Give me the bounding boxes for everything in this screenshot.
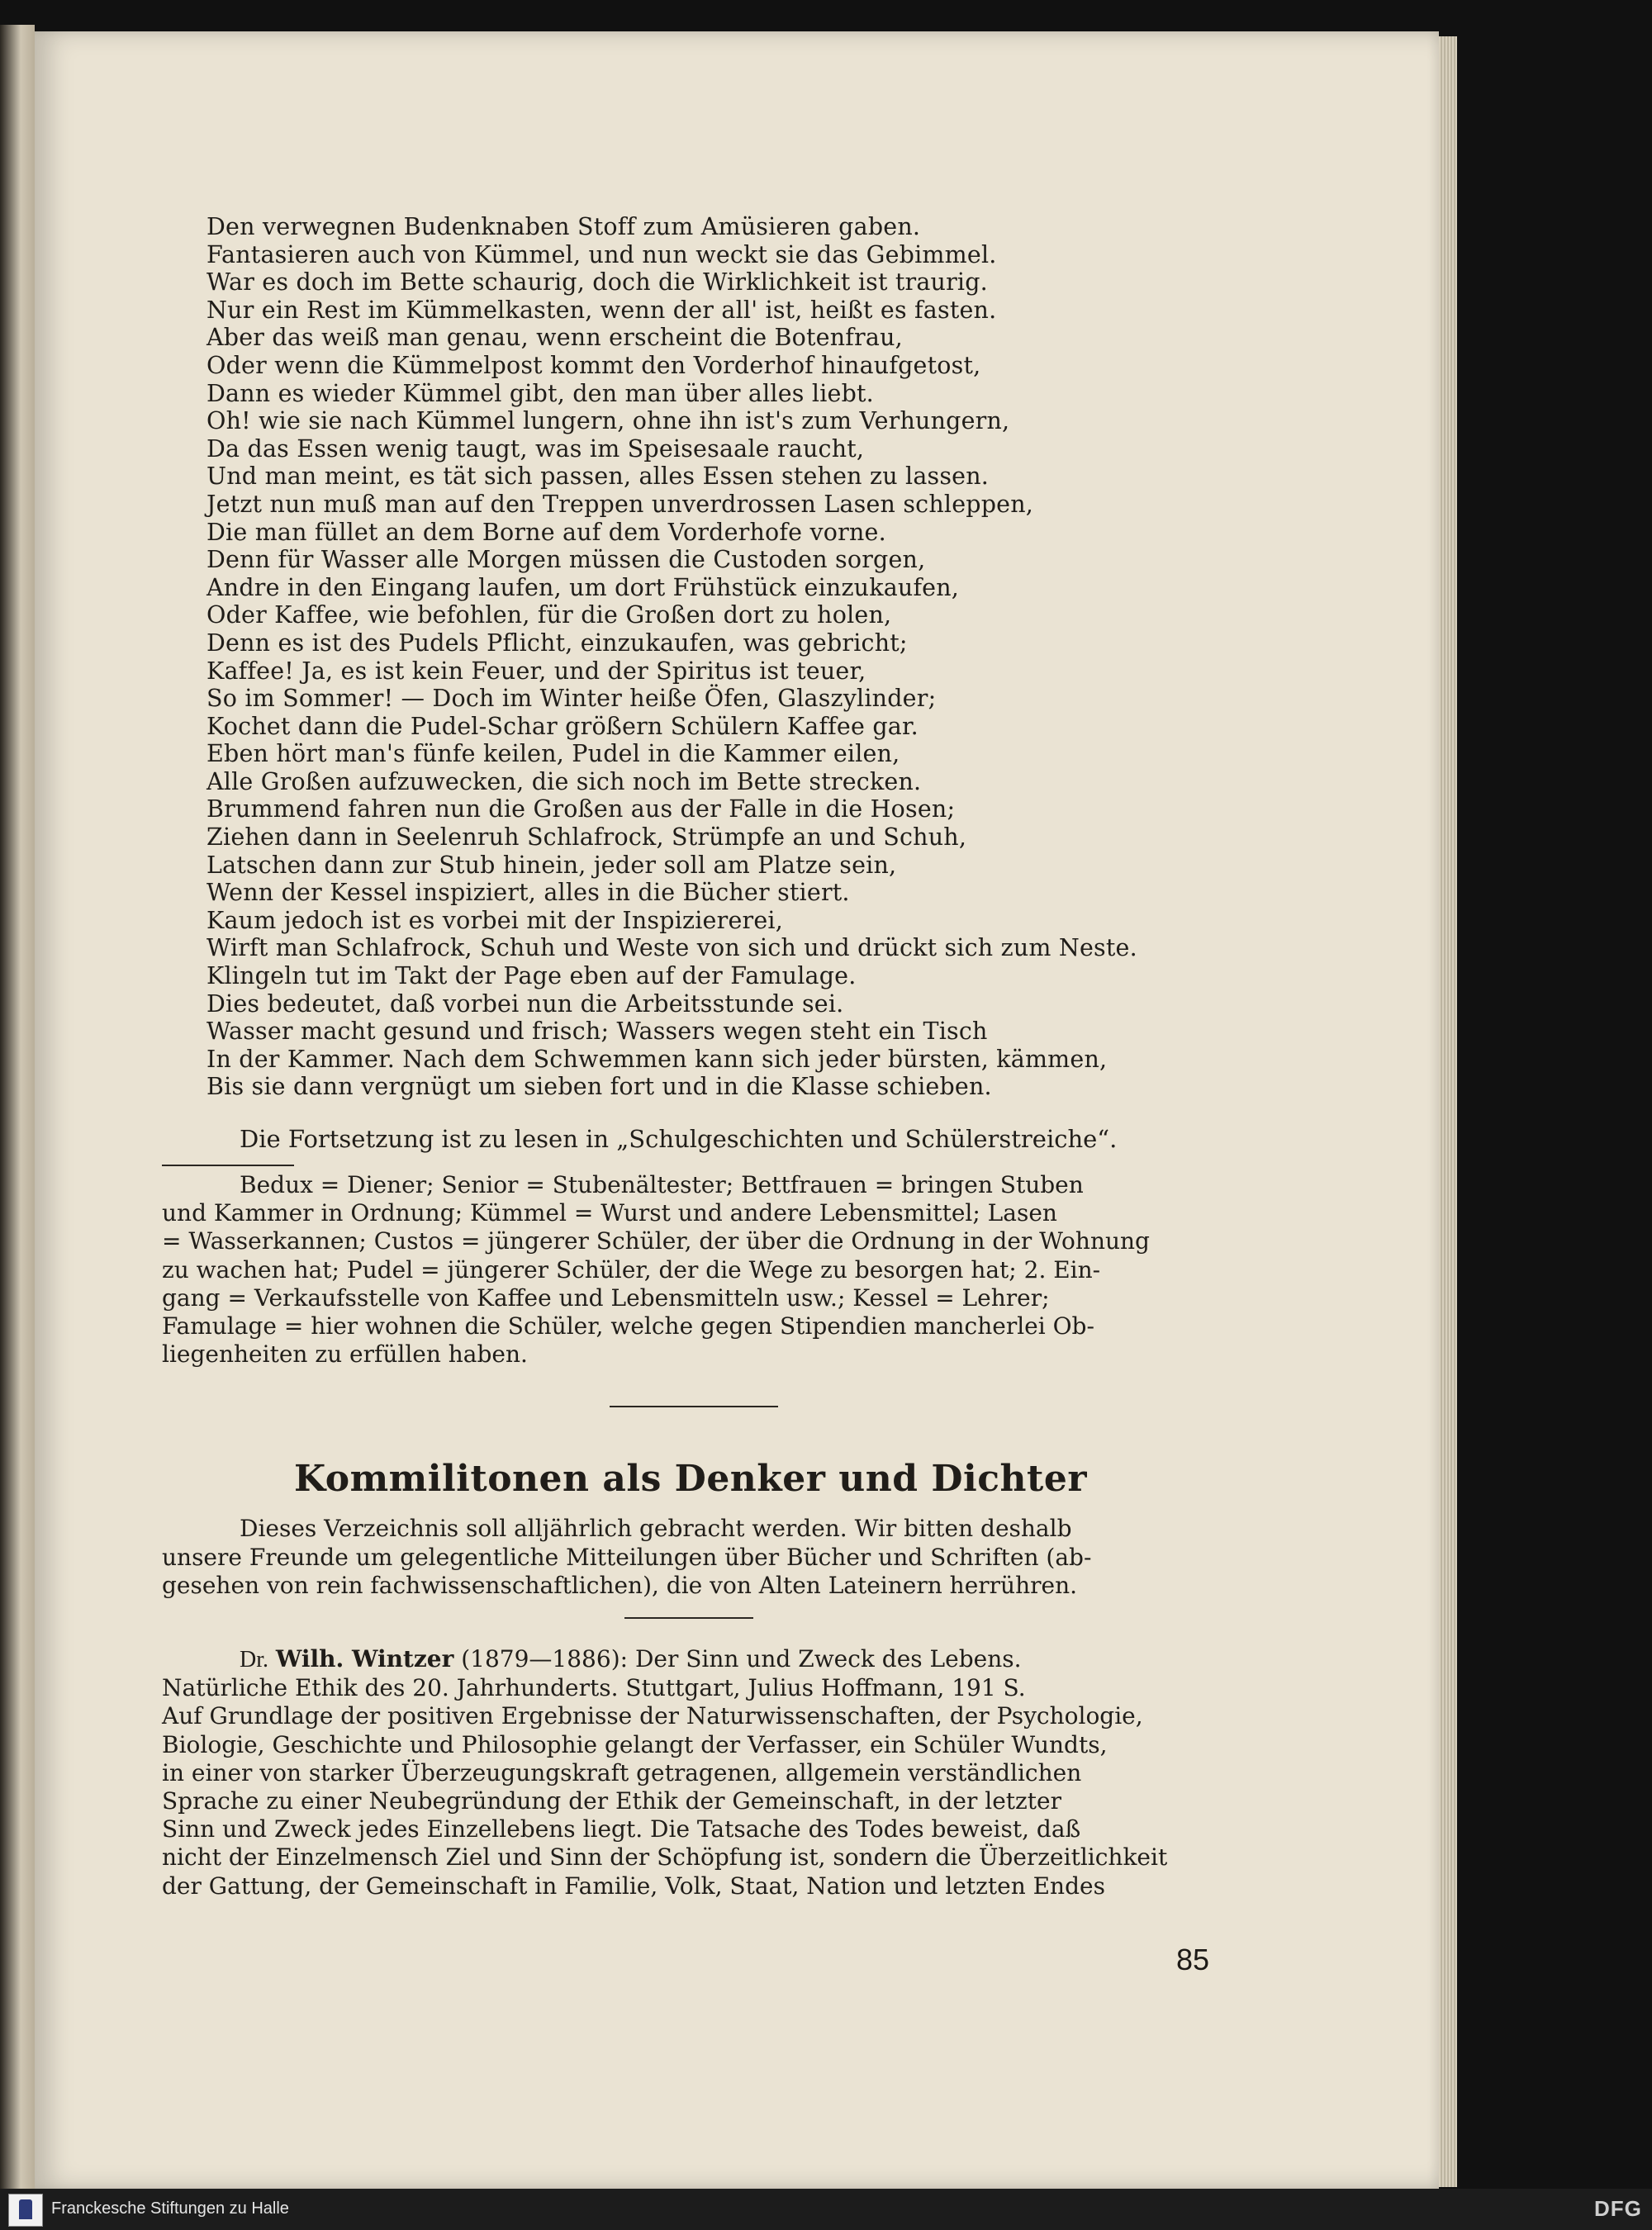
poem-line: Und man meint, es tät sich passen, alles Essen stehen zu lassen. (206, 463, 990, 491)
review-first-line-rest: (1879—1886): Der Sinn und Zweck des Lebens. (461, 1645, 1022, 1672)
poem-line: Oh! wie sie nach Kümmel lungern, ohne ihn ist's zum Verhungern, (206, 407, 1010, 435)
poem-line: Kochet dann die Pudel-Schar größern Schülern Kaffee gar. (206, 712, 919, 740)
poem-line: In der Kammer. Nach dem Schwemmen kann sich jeder bürsten, kämmen, (206, 1045, 1108, 1073)
poem-line: Alle Großen aufzuwecken, die sich noch im Bette strecken. (206, 767, 922, 795)
poem-line: Denn für Wasser alle Morgen müssen die Custoden sorgen, (206, 546, 926, 574)
institution-logo-icon[interactable] (8, 2194, 43, 2227)
poem-line: Aber das weiß man genau, wenn erscheint die Botenfrau, (206, 324, 903, 352)
poem-line: Da das Essen wenig taugt, was im Speisesaale raucht, (206, 434, 865, 463)
left-page-edge (0, 25, 35, 2189)
poem-line: Wirft man Schlafrock, Schuh und Weste von sich und drückt sich zum Neste. (206, 934, 1137, 962)
poem-line: Kaffee! Ja, es ist kein Feuer, und der Spiritus ist teuer, (206, 657, 866, 685)
poem-line: Oder Kaffee, wie befohlen, für die Großen dort zu holen, (206, 601, 892, 629)
review-first-line (162, 1645, 1219, 1674)
glossary-line: Famulage = hier wohnen die Schüler, welche gegen Stipendien mancherlei Ob- (162, 1312, 1094, 1340)
poem-line: Ziehen dann in Seelenruh Schlafrock, Strümpfe an und Schuh, (206, 823, 967, 852)
glossary-line: Bedux = Diener; Senior = Stubenältester; Bettfrauen = bringen Stuben (240, 1171, 1084, 1198)
poem-line: Eben hört man's fünfe keilen, Pudel in die Kammer eilen, (206, 740, 900, 768)
poem-line: So im Sommer! — Doch im Winter heiße Öfen, Glaszylinder; (206, 685, 937, 713)
poem-line: Dies bedeutet, daß vorbei nun die Arbeitsstunde sei. (206, 989, 844, 1018)
page-stack-edge (1439, 36, 1457, 2187)
section-heading: Kommilitonen als Denker und Dichter (294, 1458, 1087, 1500)
poem-line: Oder wenn die Kümmelpost kommt den Vorderhof hinaufgetost, (206, 351, 981, 379)
viewer-footer-bar (0, 2189, 1652, 2230)
poem-line: War es doch im Bette schaurig, doch die Wirklichkeit ist traurig. (206, 268, 988, 297)
dfg-logo[interactable]: DFG (1594, 2196, 1642, 2221)
poem-line: Andre in den Eingang laufen, um dort Frühstück einzukaufen, (206, 573, 960, 601)
poem-line: Wenn der Kessel inspiziert, alles in die Bücher stiert. (206, 879, 850, 907)
glossary-line: gang = Verkaufsstelle von Kaffee und Lebensmitteln usw.; Kessel = Lehrer; (162, 1283, 1050, 1312)
poem-block (206, 213, 1198, 1101)
section-divider (610, 1406, 778, 1407)
entry-divider (624, 1617, 753, 1619)
review-line: Natürliche Ethik des 20. Jahrhunderts. Stuttgart, Julius Hoffmann, 191 S. (162, 1674, 1026, 1702)
glossary-line: zu wachen hat; Pudel = jüngerer Schüler, der die Wege zu besorgen hat; 2. Ein- (162, 1255, 1101, 1283)
intro-line: unsere Freunde um gelegentliche Mitteilungen über Bücher und Schriften (ab- (162, 1543, 1092, 1571)
book-review-entry (162, 1645, 1219, 1900)
review-line: Sprache zu einer Neubegründung der Ethik der Gemeinschaft, in der letzter (162, 1787, 1062, 1815)
poem-line: Jetzt nun muß man auf den Treppen unverdrossen Lasen schleppen, (206, 490, 1034, 518)
poem-line: Denn es ist des Pudels Pflicht, einzukaufen, was gebricht; (206, 629, 908, 657)
review-author: Wilh. Wintzer (275, 1645, 454, 1672)
review-line: nicht der Einzelmensch Ziel und Sinn der Schöpfung ist, sondern die Überzeitlichkeit (162, 1843, 1168, 1872)
poem-line: Klingeln tut im Takt der Page eben auf der Famulage. (206, 962, 857, 990)
glossary-line: liegenheiten zu erfüllen haben. (162, 1340, 528, 1369)
poem-line: Nur ein Rest im Kümmelkasten, wenn der all' ist, heißt es fasten. (206, 296, 997, 324)
footnote-rule (162, 1165, 294, 1166)
page-number: 85 (1176, 1943, 1210, 1976)
poem-line: Wasser macht gesund und frisch; Wassers wegen steht ein Tisch (206, 1018, 988, 1046)
poem-line: Den verwegnen Budenknaben Stoff zum Amüsieren gaben. (206, 213, 921, 240)
review-line: Auf Grundlage der positiven Ergebnisse der Naturwissenschaften, der Psychologie, (162, 1702, 1143, 1730)
poem-line: Dann es wieder Kümmel gibt, den man über alles liebt. (206, 379, 874, 407)
intro-line: gesehen von rein fachwissenschaftlichen), die von Alten Lateinern herrühren. (162, 1572, 1078, 1599)
poem-line: Brummend fahren nun die Großen aus der Falle in die Hosen; (206, 795, 956, 823)
intro-paragraph (162, 1515, 1219, 1601)
review-line: Sinn und Zweck jedes Einzellebens liegt. Die Tatsache des Todes beweist, daß (162, 1815, 1081, 1843)
poem-line: Latschen dann zur Stub hinein, jeder soll am Platze sein, (206, 851, 897, 879)
poem-line: Bis sie dann vergnügt um sieben fort und in die Klasse schieben. (206, 1073, 992, 1101)
institution-name[interactable]: Franckesche Stiftungen zu Halle (51, 2199, 289, 2218)
poem-line: Fantasieren auch von Kümmel, und nun weckt sie das Gebimmel. (206, 240, 997, 268)
continuation-note: Die Fortsetzung ist zu lesen in „Schulgeschichten und Schülerstreiche“. (240, 1125, 1118, 1153)
glossary-line: = Wasserkannen; Custos = jüngerer Schüler, der über die Ordnung in der Wohnung (162, 1227, 1150, 1255)
title-prefix: Dr. (240, 1647, 268, 1672)
poem-line: Die man füllet an dem Borne auf dem Vorderhofe vorne. (206, 518, 886, 546)
review-line: Biologie, Geschichte und Philosophie gelangt der Verfasser, ein Schüler Wundts, (162, 1730, 1108, 1758)
glossary-line: und Kammer in Ordnung; Kümmel = Wurst und andere Lebensmittel; Lasen (162, 1199, 1057, 1227)
intro-line: Dieses Verzeichnis soll alljährlich gebracht werden. Wir bitten deshalb (240, 1515, 1072, 1542)
review-line: in einer von starker Überzeugungskraft getragenen, allgemein verständlichen (162, 1758, 1082, 1786)
poem-line: Kaum jedoch ist es vorbei mit der Inspiziererei, (206, 906, 783, 934)
glossary-footnote (162, 1171, 1219, 1369)
review-line: der Gattung, der Gemeinschaft in Familie, Volk, Staat, Nation und letzten Endes (162, 1872, 1105, 1900)
